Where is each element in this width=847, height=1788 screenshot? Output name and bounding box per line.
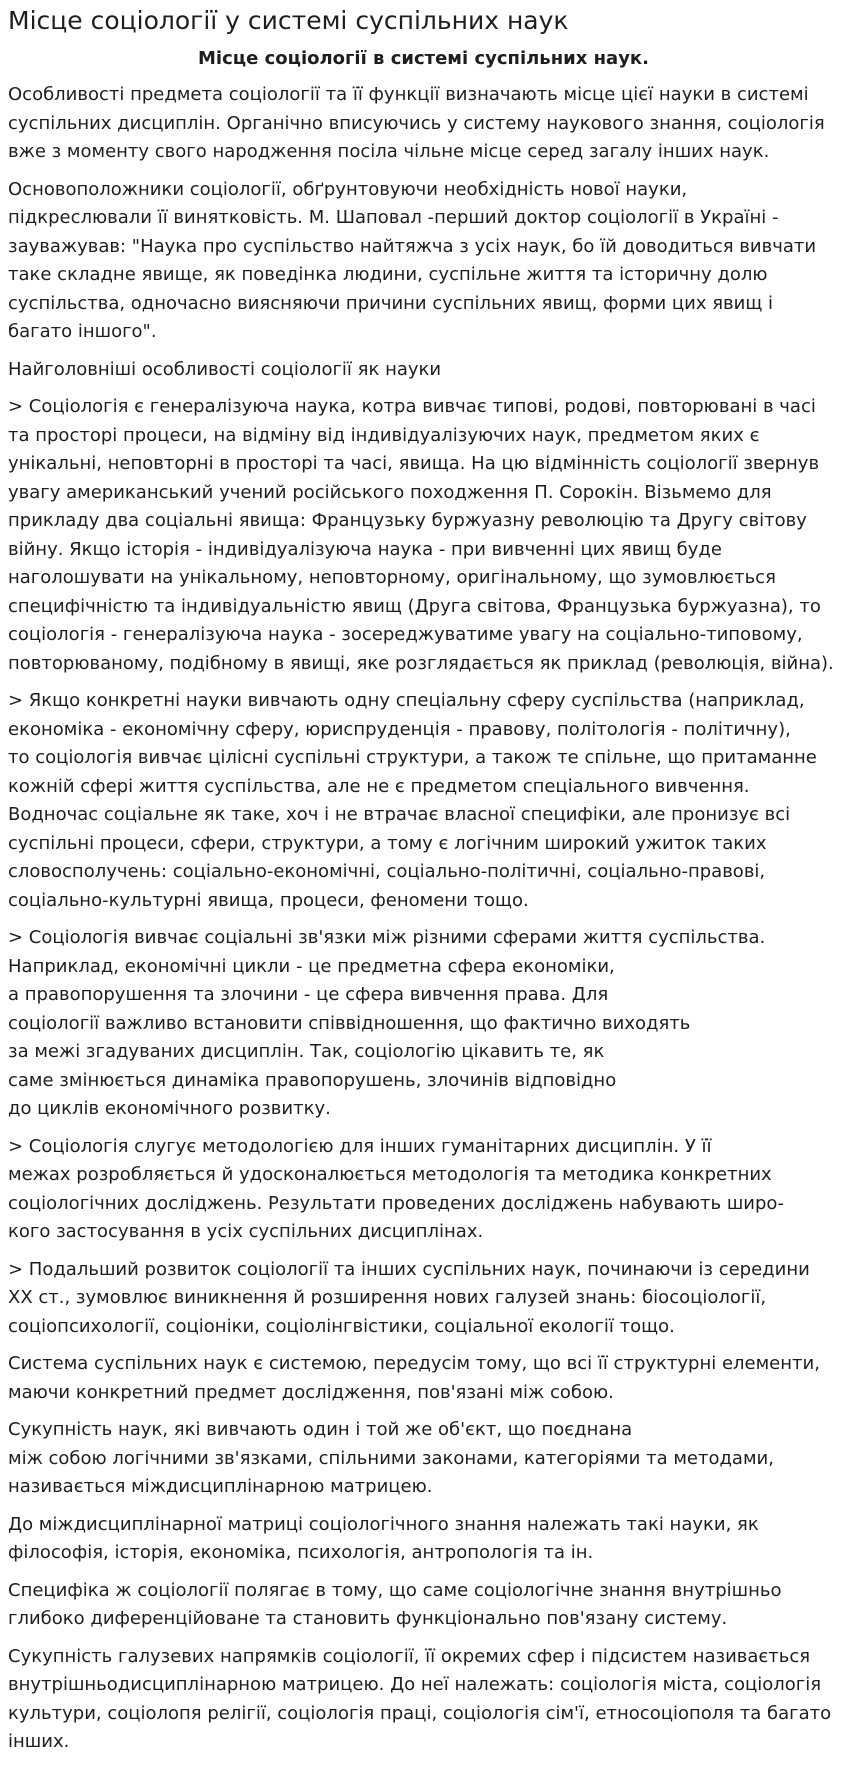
paragraph (8, 1511, 839, 1568)
paragraph (8, 356, 839, 385)
paragraph-line: прикладу два соціальні явища: Французьку буржуазну революцію та Другу світову (8, 510, 807, 531)
paragraph (8, 176, 839, 347)
paragraph (8, 687, 839, 915)
paragraph (8, 393, 839, 678)
paragraph (8, 1643, 839, 1757)
paragraph-line: підкреслювали її винятковість. М. Шаповал -перший доктор соціології в Україні - (8, 207, 779, 228)
paragraph-line: називається міждисциплінарною матрицею. (8, 1476, 433, 1497)
paragraph-line: Специфіка ж соціології полягає в тому, що саме соціологічне знання внутрішньо (8, 1579, 782, 1601)
paragraph-line: глибоко диференційоване та становить функціонально пов'язану систему. (8, 1608, 728, 1629)
paragraph (8, 1256, 839, 1342)
paragraph-line: > Якщо конкретні науки вивчають одну спеціальну сферу суспільства (наприклад, (8, 690, 805, 711)
paragraph-line: Наприклад, економічні цикли - це предметна сфера економіки, (8, 955, 615, 977)
paragraph-line: соціології важливо встановити співвідношення, що фактично виходять (8, 1012, 691, 1034)
paragraph-line: соціологічних досліджень. Результати проведених досліджень набувають широ- (8, 1192, 784, 1214)
page-title: Місце соціології у системі суспільних наук (8, 6, 569, 35)
paragraph (8, 1577, 839, 1634)
paragraph (8, 1416, 839, 1502)
paragraph-line: > Соціологія вивчає соціальні зв'язки між різними сферами життя суспільства. (8, 927, 766, 948)
paragraph-line: суспільства, одночасно виясняючи причини суспільних явищ, форми цих явищ і (8, 292, 774, 314)
paragraph-line: внутрішньодисциплінарною матрицею. До неї належать: соціологія міста, соціологія (8, 1674, 822, 1695)
paragraph-line: культури, соціолопя релігії, соціологія праці, соціологія сім'ї, етносоціополя та багато (8, 1702, 832, 1724)
paragraph-line: Система суспільних наук є системою, передусім тому, що всі її структурні елементи, (8, 1353, 820, 1374)
paragraph-line: межах розробляється й удосконалюється методологія та методика конкретних (8, 1164, 772, 1185)
paragraph-line: соціологія - генералізуюча наука - зосереджуватиме увагу на соціально-типовому, (8, 624, 803, 645)
paragraph-line: суспільних дисциплін. Органічно вписуючись у систему наукового знання, соціологія (8, 112, 825, 134)
paragraph-line: між собою логічними зв'язками, спільними законами, категоріями та методами, (8, 1447, 774, 1469)
paragraph-line: саме змінюється динаміка правопорушень, злочинів відповідно (8, 1069, 617, 1091)
paragraph-line: зауважував: "Наука про суспільство найтяжча з усіх наук, бо їй доводиться вивчати (8, 235, 817, 257)
paragraph-line: кого застосування в усіх суспільних дисциплінах. (8, 1221, 484, 1242)
paragraph-line: Основоположники соціології, обґрунтовуючи необхідність нової науки, (8, 178, 688, 200)
paragraph-line: XX ст., зумовлює виникнення й розширення нових галузей знань: біосоціології, (8, 1287, 767, 1308)
paragraph-line: специфічністю та індивідуальністю явищ (Друга світова, Французька буржуазна), то (8, 595, 821, 617)
paragraph-line: > Соціологія слугує методологією для інших гуманітарних дисциплін. У її (8, 1135, 712, 1157)
paragraph-line: до циклів економічного розвитку. (8, 1098, 331, 1119)
paragraph-line: Найголовніші особливості соціології як науки (8, 358, 442, 380)
section-subtitle: Місце соціології в системі суспільних наук. (198, 48, 649, 69)
paragraph-line: Водночас соціальне як таке, хоч і не втрачає власної специфіки, але пронизує всі (8, 804, 791, 825)
paragraph-line: та просторі процеси, на відміну від індивідуалізуючих наук, предметом яких є (8, 424, 760, 446)
paragraph-line: кожній сфері життя суспільства, але не є предметом спеціального вивчення. (8, 775, 750, 797)
paragraph-line: > Соціологія є генералізуюча наука, котра вивчає типові, родові, повторювані в часі (8, 396, 816, 417)
paragraph-line: Особливості предмета соціології та її функції визначають місце цієї науки в системі (8, 84, 809, 105)
paragraph-line: соціопсихології, соціоніки, соціолінгвістики, соціальної екології тощо. (8, 1315, 675, 1337)
paragraph-line: Сукупність галузевих напрямків соціології, її окремих сфер і підсистем називається (8, 1645, 811, 1667)
paragraph-line: багато іншого". (8, 321, 157, 342)
paragraph-line: До міждисциплінарної матриці соціологічного знання належать такі науки, як (8, 1513, 759, 1535)
paragraph-line: унікальні, неповторні в просторі та часі, явища. На цю відмінність соціології звернув (8, 453, 820, 474)
paragraph (8, 924, 839, 1124)
paragraph-line: > Подальший розвиток соціології та інших суспільних наук, починаючи із середини (8, 1258, 810, 1280)
paragraph-line: словосполучень: соціально-економічні, соціально-політичні, соціально-правові, (8, 861, 766, 882)
paragraph-line: суспільні процеси, сфери, структури, а тому є логічним широкий ужиток таких (8, 832, 767, 854)
paragraph-line: вже з моменту свого народження посіла чільне місце серед загалу інших наук. (8, 141, 770, 162)
paragraph-line: соціально-культурні явища, процеси, феномени тощо. (8, 889, 529, 911)
paragraph-line: економіка - економічну сферу, юриспруденція - правову, політологія - політичну), (8, 718, 791, 740)
paragraph (8, 81, 839, 167)
paragraph-line: а правопорушення та злочини - це сфера вивчення права. Для (8, 984, 609, 1005)
article-body (8, 81, 839, 1757)
paragraph (8, 1350, 839, 1407)
paragraph-line: то соціологія вивчає цілісні суспільні структури, а також те спільне, що притаманне (8, 747, 817, 768)
paragraph-line: за межі згадуваних дисциплін. Так, соціологію цікавить те, як (8, 1041, 605, 1062)
paragraph-line: увагу американський учений російського походження П. Сорокін. Візьмемо для (8, 481, 772, 503)
paragraph-line: маючи конкретний предмет дослідження, пов'язані між собою. (8, 1381, 614, 1403)
paragraph-line: війну. Якщо історія - індивідуалізуюча наука - при вивченні цих явищ буде (8, 538, 722, 560)
paragraph-line: філософія, історія, економіка, психологія, антропологія та ін. (8, 1542, 594, 1563)
paragraph-line: таке складне явище, як поведінка людини, суспільне життя та історичну долю (8, 264, 768, 285)
paragraph-line: інших. (8, 1731, 70, 1752)
paragraph-line: Сукупність наук, які вивчають один і той же об'єкт, що поєднана (8, 1419, 633, 1440)
paragraph-line: наголошувати на унікальному, неповторному, оригінальному, що зумовлюється (8, 567, 776, 588)
paragraph (8, 1133, 839, 1247)
paragraph-line: повторюваному, подібному в явищі, яке розглядається як приклад (революція, війна). (8, 652, 834, 674)
